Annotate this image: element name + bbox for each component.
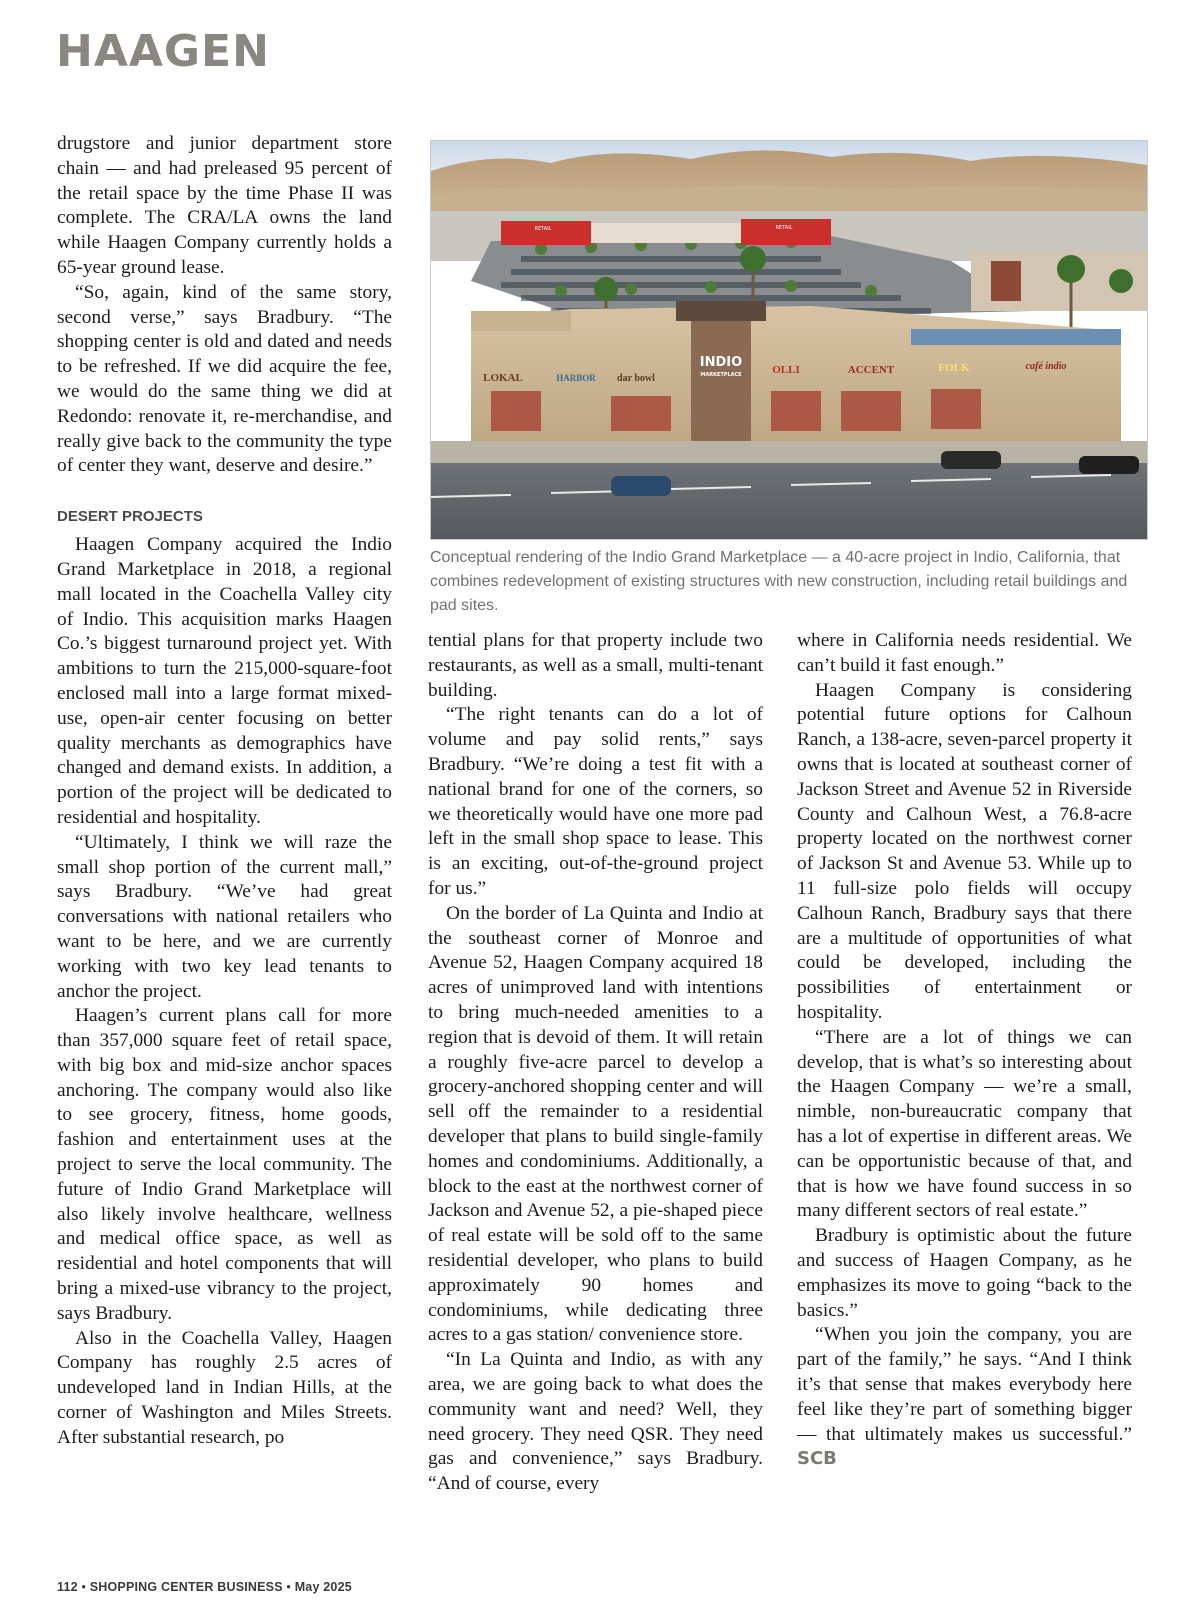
paragraph: “In La Quinta and Indio, as with any area, we are going back to what does the community want and need? Well, they need grocery. They need QSR. They need gas and convenience,” says Bradbury. “And of course, every [428, 1349, 763, 1495]
photo-caption: Conceptual rendering of the Indio Grand Marketplace — a 40-acre project in Indio, California, that combines redevelopment of existing structures with new construction, including retail buildings and pad sites. [430, 549, 1128, 614]
closing-quote: “When you join the company, you are part of the family,” he says. “And I think it’s that sense that makes everybody here feel like they’re part of something bigger — that ultimately makes us successful.” [797, 1324, 1132, 1445]
paragraph [797, 1323, 1132, 1472]
paragraph: Haagen Company acquired the Indio Grand Marketplace in 2018, a regional mall located in the Coachella Valley city of Indio. This acquisition marks Haagen Co.’s biggest turnaround project yet. With ambitions to turn the 215,000-square-foot enclosed mall into a large format mixed-use, open-air center focusing on better quality merchants as demographics have changed and demand exists. In addition, a portion of the project will be dedicated to residential and hospitality. [57, 534, 392, 828]
footer-separator: • [77, 1580, 90, 1594]
paragraph: “So, again, kind of the same story, second verse,” says Bradbury. “The shopping center is old and dated and needs to be refreshed. If we did acquire the fee, we would do the same thing we did at Redondo: renovate it, re-merchandise, and really give back to the community the type of center they want, deserve and desire.” [57, 281, 392, 477]
sign-cafe: café indio [1025, 361, 1067, 372]
paragraph: On the border of La Quinta and Indio at the southeast corner of Monroe and Avenue 52, Haagen Company acquired 18 acres of unimproved land with intentions to bring much-needed amenities to a region that is devoid of them. It will retain a roughly five-acre parcel to develop a grocery-anchored shopping center and will sell off the remainder to a residential developer that plans to build single-family homes and condominiums. Additionally, a block to the east at the northwest corner of Jackson and Avenue 52, a pie-shaped piece of real estate will be sold off to the same residential developer, who plans to build approximately 90 homes and condominiums, while dedicating three acres to a gas station/ convenience store. [428, 902, 763, 1346]
paragraph: tential plans for that property include two restaurants, as well as a small, multi-tenant building. [428, 630, 763, 701]
sign-harbor: HARBOR [556, 373, 596, 383]
sign-folk: FOLK [938, 362, 970, 374]
paragraph: Also in the Coachella Valley, Haagen Company has roughly 2.5 acres of undeveloped land in Indian Hills, at the corner of Washington and Miles Streets. After substantial research, po [57, 1327, 392, 1448]
sign-marketplace: MARKETPLACE [700, 372, 742, 378]
page-number: 112 [57, 1580, 78, 1594]
rendering-image [430, 140, 1148, 540]
sign-lokal: LOKAL [483, 372, 523, 384]
article-column-2 [428, 629, 763, 1497]
paragraph: Bradbury is optimistic about the future and success of Haagen Company, as he emphasizes its move to going “back to the basics.” [797, 1225, 1132, 1321]
paragraph: “The right tenants can do a lot of volume and pay solid rents,” says Bradbury. “We’re doing a test fit with a national brand for one of the corners, so we theoretically would have one more pad left in the small shop space to lease. This is an exciting, out-of-the-ground project for us.” [428, 704, 763, 899]
article-column-1 [57, 132, 392, 1451]
sign-retail-right: RETAIL [775, 225, 793, 231]
page-footer [57, 1580, 352, 1594]
publication-name: SHOPPING CENTER BUSINESS [89, 1580, 283, 1594]
end-mark: SCB [797, 1448, 837, 1470]
paragraph: “There are a lot of things we can develop, that is what’s so interesting about the Haagen Company — we’re a small, nimble, non-bureaucratic company that has a lot of expertise in different areas. We can be opportunistic because of that, and that is how we have found success in so many different sectors of real estate.” [797, 1026, 1132, 1222]
paragraph: where in California needs residential. We can’t build it fast enough.” [797, 630, 1132, 676]
paragraph: drugstore and junior department store chain — and had preleased 95 percent of the retail space by the time Phase II was complete. The CRA/LA owns the land while Haagen Company currently holds a 65-year ground lease. [57, 133, 392, 278]
sign-retail-left: RETAIL [534, 226, 552, 232]
sign-dar-bowl: dar bowl [617, 373, 655, 384]
sign-indio: INDIO [699, 355, 743, 370]
section-title: HAAGEN [56, 26, 270, 77]
paragraph: “Ultimately, I think we will raze the small shop portion of the current mall,” says Bradbury. “We’ve had great conversations with national retailers who want to be here, and we are currently working with two key lead tenants to anchor the project. [57, 831, 392, 1002]
paragraph: Haagen Company is considering potential future options for Calhoun Ranch, a 138-acre, seven-parcel property it owns that is located at southeast corner of Jackson Street and Avenue 52 in Riverside County and Calhoun West, a 76.8-acre property located on the northwest corner of Jackson St and Avenue 53. While up to 11 full-size polo fields will occupy Calhoun Ranch, Bradbury says that there are a multitude of opportunities of what could be developed, including the possibilities of entertainment or hospitality. [797, 679, 1132, 1023]
sign-accent: ACCENT [847, 364, 895, 376]
issue-date: May 2025 [294, 1580, 352, 1594]
paragraph: Haagen’s current plans call for more than 357,000 square feet of retail space, with big box and mid-size anchor spaces anchoring. The company would also like to see grocery, fitness, home goods, fashion and entertainment uses at the project to serve the local community. The future of Indio Grand Marketplace will also likely involve healthcare, wellness and medical office space, as well as residential and hotel components that will bring a mixed-use vibrancy to the project, says Bradbury. [57, 1005, 392, 1324]
footer-separator: • [282, 1580, 295, 1594]
article-column-3 [797, 629, 1132, 1472]
sign-olli: OLLI [772, 364, 800, 376]
subheading: DESERT PROJECTS [57, 508, 203, 526]
